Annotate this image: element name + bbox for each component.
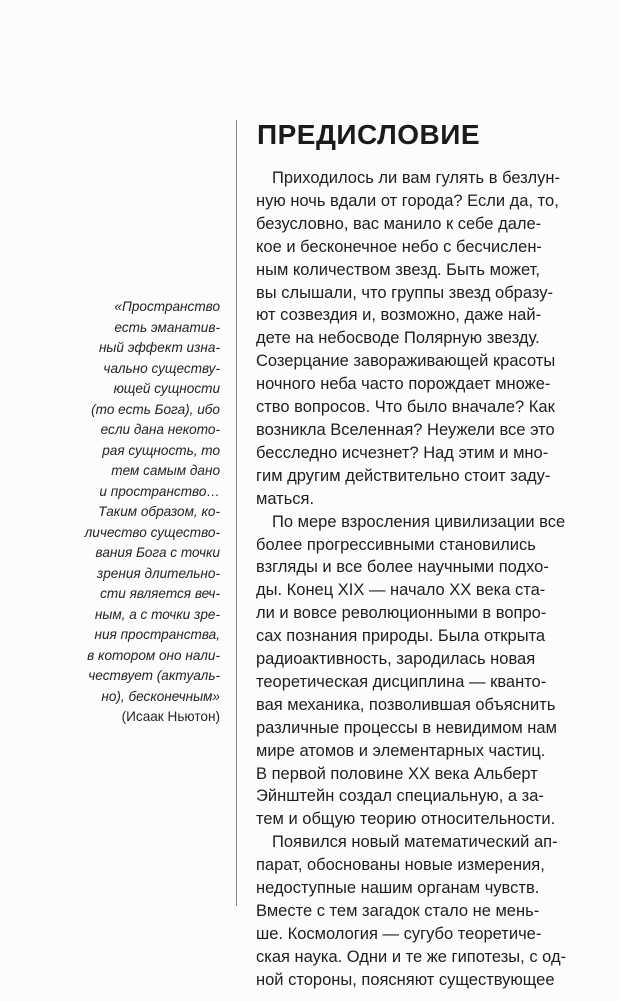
paragraph-line: парат, обоснованы новые измерения,: [256, 856, 545, 875]
quote-line: «Пространство: [114, 299, 220, 314]
quote-line: сти является веч-: [100, 586, 220, 601]
quote-line: в котором оно нали-: [87, 647, 220, 663]
paragraph-line: безусловно, вас манило к себе дале-: [256, 214, 542, 233]
paragraph-line: радиоактивность, зародилась новая: [256, 650, 536, 669]
paragraph-line: В первой половине XX века Альберт: [256, 764, 538, 783]
quote-line: чально существу-: [103, 360, 220, 376]
quote-line: личество существо-: [84, 524, 220, 540]
quote-line: вания Бога с точки: [95, 545, 220, 560]
paragraph-line: ночного неба часто порождает множе-: [256, 375, 551, 394]
quote-line: и пространство…: [99, 483, 220, 499]
paragraph-line: ды. Конец XIX — начало XX века ста-: [256, 581, 546, 600]
paragraph-line: Появился новый математический ап-: [272, 833, 558, 852]
paragraph-line: различные процессы в невидимом нам: [256, 718, 557, 737]
paragraph-line: ют созвездия и, возможно, даже най-: [256, 306, 542, 325]
paragraph-line: Вместе с тем загадок стало не мень-: [256, 902, 540, 920]
paragraph-line: Эйнштейн создал специальную, а за-: [256, 787, 544, 806]
quote-line: но), бесконечным»: [101, 688, 220, 704]
chapter-heading: ПРЕДИСЛОВИЕ: [257, 119, 481, 150]
quote-line: ный эффект изна-: [98, 340, 220, 355]
paragraph-line: ше. Космология — сугубо теоретиче-: [256, 924, 542, 943]
paragraph-line: По мере взросления цивилизации все: [272, 512, 566, 531]
paragraph-line: недоступные нашим органам чувств.: [256, 879, 540, 898]
quote-line: ющей сущности: [113, 381, 220, 396]
quote-line: (то есть Бога), ибо: [91, 401, 220, 417]
quote-line: ным, а с точки зре-: [94, 606, 220, 622]
paragraph-line: бесследно исчезнет? Над этим и мно-: [256, 443, 549, 462]
paragraph-line: взгляды и все более научными подхо-: [256, 558, 549, 577]
paragraph-line: мире атомов и элементарных частиц.: [256, 741, 546, 760]
paragraph-line: ную ночь вдали от города? Если да, то,: [256, 191, 559, 210]
vertical-divider: [236, 120, 237, 906]
paragraph-line: ство вопросов. Что было вначале? Как: [256, 398, 555, 417]
paragraph-line: дете на небосводе Полярную звезду.: [256, 329, 540, 348]
quote-line: если дана некото-: [100, 422, 220, 437]
quote-line: есть эманатив-: [114, 319, 220, 335]
epigraph-quote: [62, 297, 220, 728]
paragraph-line: ли и вовсе революционными в вопро-: [256, 604, 547, 623]
paragraph-line: вая механика, позволившая объяснить: [256, 695, 556, 714]
paragraph-line: ская наука. Одни и те же гипотезы, с од-: [256, 947, 567, 966]
paragraph-line: вы слышали, что группы звезд образу-: [256, 283, 553, 302]
paragraph-line: ной стороны, поясняют существующее: [256, 970, 555, 989]
paragraph-line: ным количеством звезд. Быть может,: [256, 260, 540, 279]
paragraph-line: Приходилось ли вам гулять в безлун-: [272, 169, 561, 187]
quote-line: тем самым дано: [111, 463, 220, 478]
paragraph-line: гим другим действительно стоит заду-: [256, 466, 551, 485]
paragraph-line: кое и бесконечное небо с бесчислен-: [256, 237, 542, 256]
quote-line: Таким образом, ко-: [98, 504, 220, 519]
quote-line: чествует (актуаль-: [88, 668, 220, 683]
paragraph-line: маться.: [256, 489, 315, 508]
quote-line: зрения длительно-: [96, 565, 220, 581]
paragraph-line: тем и общую теорию относительности.: [256, 810, 556, 829]
paragraph-line: более прогрессивными становились: [256, 535, 536, 554]
paragraph-line: теоретическая дисциплина — кванто-: [256, 672, 547, 691]
quote-line: ния пространства,: [94, 627, 220, 642]
paragraph-line: сах познания природы. Была открыта: [256, 627, 546, 646]
paragraph-line: возникла Вселенная? Неужели все это: [256, 420, 555, 439]
quote-line: рая сущность, то: [102, 442, 220, 458]
paragraph-line: Созерцание завораживающей красоты: [256, 352, 556, 371]
body-text: [256, 167, 568, 992]
quote-author: (Исаак Ньютон): [121, 709, 220, 724]
